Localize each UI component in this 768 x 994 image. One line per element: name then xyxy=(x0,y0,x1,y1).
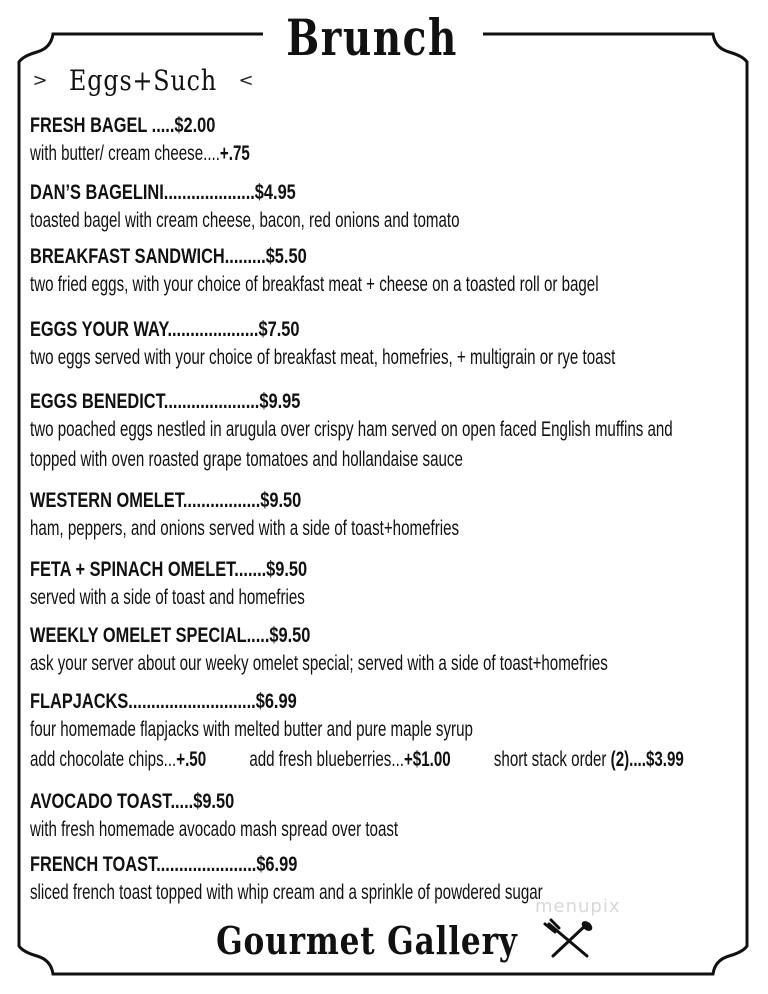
menu-item xyxy=(30,623,758,679)
watermark: menupix xyxy=(535,896,621,917)
menu-item-title: FLAPJACKS............................$6.99 xyxy=(30,690,297,713)
menu-item xyxy=(30,244,758,300)
menu-item-title: BREAKFAST SANDWICH.........$5.50 xyxy=(30,245,307,268)
menu-item xyxy=(30,557,758,613)
utensils-icon xyxy=(541,918,597,962)
menu-item xyxy=(30,852,758,908)
menu-item-title: DAN’S BAGELINI....................$4.95 xyxy=(30,181,296,204)
menu-item-desc: two fried eggs, with your choice of breakfast meat + cheese on a toasted roll or bagel xyxy=(30,273,599,296)
menu-item xyxy=(30,113,758,169)
menu-item xyxy=(30,689,758,775)
menu-item-title: FRESH BAGEL .....$2.00 xyxy=(30,114,216,137)
menu-item-desc: ask your server about our weeky omelet special; served with a side of toast+homefries xyxy=(30,652,608,675)
menu-item-desc-line2: topped with oven roasted grape tomatoes and hollandaise sauce xyxy=(30,448,463,471)
menu-item xyxy=(30,317,758,373)
menu-item xyxy=(30,789,758,845)
menu-item-desc: toasted bagel with cream cheese, bacon, red onions and tomato xyxy=(30,209,460,232)
menu-item-desc: sliced french toast topped with whip cream and a sprinkle of powdered sugar xyxy=(30,881,543,904)
section-heading xyxy=(30,60,256,100)
menu-item-title: EGGS BENEDICT.....................$9.95 xyxy=(30,390,301,413)
menu-item xyxy=(30,180,758,236)
menu-item-desc: ham, peppers, and onions served with a side of toast+homefries xyxy=(30,517,460,540)
menu-item xyxy=(30,389,758,475)
menu-item-desc: with butter/ cream cheese....+.75 xyxy=(30,142,250,165)
menu-item-title: AVOCADO TOAST.....$9.50 xyxy=(30,790,235,813)
menu-title: Brunch xyxy=(286,4,458,72)
menu-item xyxy=(30,488,758,544)
menu-item-title: WEEKLY OMELET SPECIAL.....$9.50 xyxy=(30,624,311,647)
arrow-deco-icon: < xyxy=(238,69,254,91)
menu-item-desc: two eggs served with your choice of breakfast meat, homefries, + multigrain or rye toast xyxy=(30,346,616,369)
restaurant-name xyxy=(180,910,600,970)
menu-item-desc: with fresh homemade avocado mash spread over toast xyxy=(30,818,399,841)
section-heading-label: Eggs+Such xyxy=(69,63,217,97)
menu-item-title: EGGS YOUR WAY....................$7.50 xyxy=(30,318,300,341)
menu-item-title: FETA + SPINACH OMELET.......$9.50 xyxy=(30,558,308,581)
flapjack-addons: add chocolate chips...+.50 add fresh blueberries...+$1.00 short stack order (2)....$3.99 xyxy=(30,748,684,771)
arrow-deco-icon: > xyxy=(32,69,48,91)
menu-item-title: WESTERN OMELET.................$9.50 xyxy=(30,489,302,512)
restaurant-name-text: Gourmet Gallery xyxy=(216,917,518,963)
menu-item-desc: two poached eggs nestled in arugula over crispy ham served on open faced English muffins and xyxy=(30,418,673,441)
menu-item-desc: four homemade flapjacks with melted butter and pure maple syrup xyxy=(30,718,473,741)
menu-item-desc: served with a side of toast and homefries xyxy=(30,586,305,609)
menu-item-title: FRENCH TOAST......................$6.99 xyxy=(30,853,298,876)
